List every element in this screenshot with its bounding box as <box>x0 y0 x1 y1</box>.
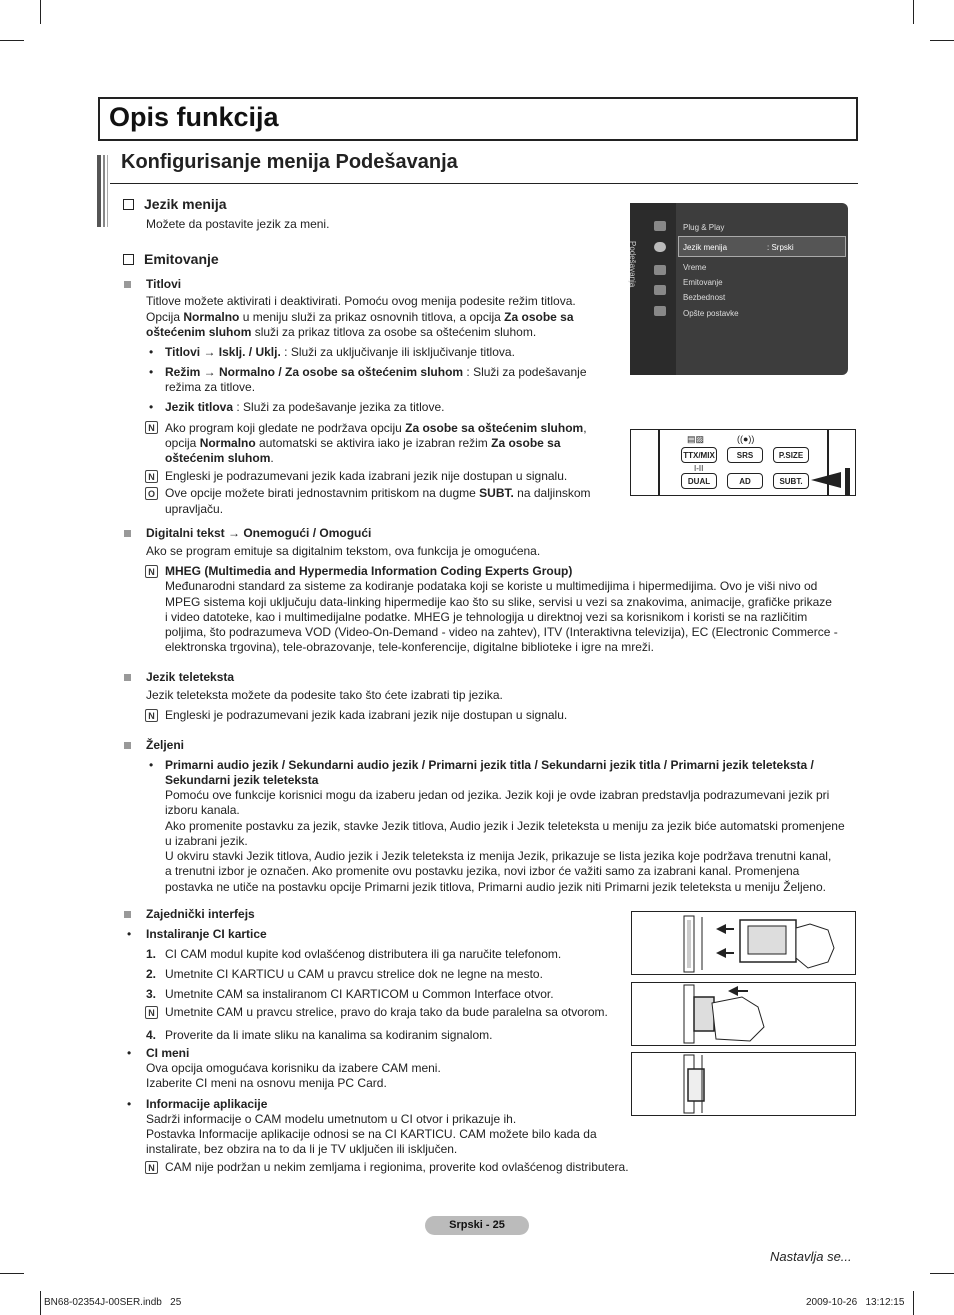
note-icon: N <box>145 421 158 434</box>
menu-item-emitovanje[interactable]: Emitovanje <box>683 278 723 287</box>
mheg-l5: elektronska trgovina), tele-obrazovanje, tele-konferencije, digitalne biblioteke i igre na mreži. <box>165 640 654 654</box>
section-bar <box>107 155 108 227</box>
info-l1: Sadrži informacije o CAM modelu umetnutom u CI otvor i prikazuje ih. <box>146 1112 517 1126</box>
crop-mark <box>930 1273 954 1274</box>
dual-button[interactable]: DUAL <box>681 473 717 489</box>
section-title: Konfigurisanje menija Podešavanja <box>121 151 458 173</box>
menu-sidebar <box>630 203 676 375</box>
teletekst-note: Engleski je podrazumevani jezik kada izabrani jezik nije dostupan u signalu. <box>165 708 568 722</box>
zeljeni-b1: Primarni audio jezik / Sekundarni audio jezik / Primarni jezik titla / Sekundarni jezik titla / Primarni jezik teleteksta / <box>165 758 814 772</box>
bullet-square <box>124 911 131 918</box>
menu-vertical-label: Podešavanja <box>628 241 637 288</box>
digital-label: Digitalni tekst → Onemogući / Omogući <box>146 526 372 540</box>
bullet-dot: • <box>127 1097 132 1111</box>
mheg-l2: MPEG sistema koji uključuju data-linking hipermedije kao što su slike, servisi u vezi sa znakovima, animacije, grafičke prikaze <box>165 595 832 609</box>
menu-item-plug-play[interactable]: Plug & Play <box>683 223 725 232</box>
menu-item-jezik[interactable]: Jezik menija <box>683 243 728 252</box>
jezik-text: Možete da postavite jezik za meni. <box>146 217 330 231</box>
crop-mark <box>0 1273 24 1274</box>
teletekst-p1: Jezik teleteksta možete da podesite tako što ćete izabrati tip jezika. <box>146 688 503 702</box>
help-icon <box>654 306 666 316</box>
titlovi-note1-l2: opcija Normalno automatski se aktivira iako je izabran režim Za osobe sa <box>165 436 561 450</box>
remote-edge <box>658 430 660 495</box>
bullet-square <box>124 674 131 681</box>
section-divider <box>110 183 858 184</box>
picture-icon <box>654 221 666 231</box>
cam-installed-icon <box>632 1053 855 1115</box>
bullet-dot: • <box>149 365 154 379</box>
section-bar <box>103 155 105 227</box>
srs-button[interactable]: SRS <box>727 447 763 463</box>
titlovi-p2: Opcija Normalno u meniju služi za prikaz osnovnih titlova, a opcija Za osobe sa <box>146 310 574 324</box>
ad-button[interactable]: AD <box>727 473 763 489</box>
titlovi-b2: Režim → Normalno / Za osobe sa oštećenim sluhom : Služi za podešavanje <box>165 365 587 379</box>
zeljeni-l5: U okviru stavki Jezik titlova, Audio jezik i Jezik teleteksta iz menija Jezik, prikazuje se lista jezika koje podržava trenutni kanal, <box>165 849 832 863</box>
ci-meni-head: CI meni <box>146 1046 190 1060</box>
zeljeni-b2: Sekundarni jezik teleteksta <box>165 773 319 787</box>
info-l3: instalirate, bez obzira na to da li je TV uključen ili isključen. <box>146 1142 458 1156</box>
ttx-mix-button[interactable]: TTX/MIX <box>681 447 717 463</box>
mheg-head: MHEG (Multimedia and Hypermedia Information Coding Experts Group) <box>165 564 573 578</box>
menu-item-vreme[interactable]: Vreme <box>683 263 707 272</box>
titlovi-p3: oštećenim sluhom služi za prikaz titlova za osobe sa oštećenim sluhom. <box>146 325 537 339</box>
titlovi-note2: Engleski je podrazumevani jezik kada izabrani jezik nije dostupan u signalu. <box>165 469 568 483</box>
menu-item-opste[interactable]: Opšte postavke <box>683 309 739 318</box>
titlovi-note3-l2: upravljaču. <box>165 502 224 516</box>
zajednicki-label: Zajednički interfejs <box>146 907 255 921</box>
crop-mark <box>930 40 954 41</box>
titlovi-note1: Ako program koji gledate ne podržava opciju Za osobe sa oštećenim sluhom, <box>165 421 587 435</box>
ci-meni-l1: Ova opcija omogućava korisniku da izabere CAM meni. <box>146 1061 441 1075</box>
step-1: CI CAM modul kupite kod ovlašćenog distributera ili ga naručite telefonom. <box>165 947 562 961</box>
page-title-box <box>98 97 858 141</box>
step-number: 1. <box>146 947 157 961</box>
step-4: Proverite da li imate sliku na kanalima sa kodiranim signalom. <box>165 1028 493 1042</box>
crop-mark <box>0 40 24 41</box>
mheg-l4: poljima, što podrazumeva VOD (Video-On-Demand - video na zahtev), ITV (Interaktivna televizija), EC (Electronic Commerce - <box>165 625 838 639</box>
note-icon: N <box>145 1161 158 1174</box>
pointer-arrow-icon <box>811 468 855 496</box>
input-icon <box>654 285 666 295</box>
zeljeni-l1: Pomoću ove funkcije korisnici mogu da izaberu jedan od jezika. Jezik koji je ovde izabran predstavlja podrazumevani jezik pri <box>165 788 830 802</box>
step-number: 2. <box>146 967 157 981</box>
step-3: Umetnite CAM sa instaliranom CI KARTICOM u Common Interface otvor. <box>165 987 554 1001</box>
ci-meni-l2: Izaberite CI meni na osnovu menija PC Card. <box>146 1076 387 1090</box>
zeljeni-l2: izboru kanala. <box>165 803 240 817</box>
menu-screen <box>630 203 848 375</box>
note-icon: N <box>145 1006 158 1019</box>
step-number: 4. <box>146 1028 157 1042</box>
titlovi-b3: Jezik titlova : Služi za podešavanje jezika za titlove. <box>165 400 445 414</box>
info-l2: Postavka Informacije aplikacije odnosi se na CI KARTICU. CAM možete bilo kada da <box>146 1127 597 1141</box>
ci-card-insert-icon <box>632 912 855 974</box>
note-icon: N <box>145 470 158 483</box>
section-bar <box>97 155 101 227</box>
ci-card-illustration <box>631 911 856 975</box>
titlovi-b2-cont: režima za titlove. <box>165 380 256 394</box>
gear-icon <box>654 242 666 252</box>
channel-icon <box>654 265 666 275</box>
mheg-l3: i video datoteke, kao i multimedijalne podatke. MHEG je tehnologija u direktnoj vezi sa korisnikom i koristi se na različitim <box>165 610 808 624</box>
teletekst-label: Jezik teleteksta <box>146 670 235 684</box>
info-note: CAM nije podržan u nekim zemljama i regionima, proverite kod ovlašćenog distributera. <box>165 1160 629 1174</box>
zeljeni-l7: postavka ne utiče na postavku opcije Primarni jezik titlova, Primarni audio jezik niti Primarni jezik teleteksta u meniju Željeno. <box>165 880 826 894</box>
step-note: Umetnite CAM u pravcu strelice, pravo do kraja tako da bude paralelna sa otvorom. <box>165 1005 608 1019</box>
note-icon: N <box>145 565 158 578</box>
crop-mark <box>40 1291 41 1315</box>
mheg-l1: Međunarodni standard za sisteme za kodiranje podataka koji se koriste u multimedijima i hipermedijima. Ovo je viši nivo od <box>165 579 818 593</box>
dual-label: I-II <box>694 464 704 473</box>
crop-mark <box>913 0 914 24</box>
bullet-dot: • <box>149 758 154 772</box>
crop-mark <box>40 0 41 24</box>
bullet-dot: • <box>149 345 154 359</box>
subt-button[interactable]: SUBT. <box>773 473 809 489</box>
cam-slot-insert-icon <box>632 983 855 1045</box>
ttx-icon: ▤▨ <box>687 434 705 444</box>
page-number-pill: Srpski - 25 <box>425 1216 529 1235</box>
titlovi-label: Titlovi <box>146 277 182 291</box>
note-icon: N <box>145 709 158 722</box>
titlovi-b1: Titlovi → Isklj. / Uklj. : Služi za uključivanje ili isključivanje titlova. <box>165 345 515 359</box>
continue-text: Nastavlja se... <box>770 1249 852 1264</box>
bullet-dot: • <box>127 927 132 941</box>
bullet-square <box>124 530 131 537</box>
digital-p1: Ako se program emituje sa digitalnim tekstom, ova funkcija je omogućena. <box>146 544 541 558</box>
footer-date: 2009-10-26 13:12:15 <box>806 1297 905 1308</box>
titlovi-note1-l3: oštećenim sluhom. <box>165 451 274 465</box>
heading-jezik-menija: Jezik menija <box>123 196 227 212</box>
remote-note-icon: O <box>145 487 158 500</box>
bullet-square <box>124 742 131 749</box>
bullet-square <box>124 281 131 288</box>
ci-head: Instaliranje CI kartice <box>146 927 267 941</box>
cam-installed-illustration <box>631 1052 856 1116</box>
info-head: Informacije aplikacije <box>146 1097 268 1111</box>
zeljeni-l4: u izabrani jezik. <box>165 834 248 848</box>
titlovi-p1: Titlove možete aktivirati i deaktivirati. Pomoću ovog menija podesite režim titlova. <box>146 294 576 308</box>
heading-emitovanje: Emitovanje <box>123 251 219 267</box>
footer-file: BN68-02354J-00SER.indb 25 <box>44 1297 182 1308</box>
crop-mark <box>913 1291 914 1315</box>
zeljeni-l3: Ako promenite postavku za jezik, stavke Jezik titlova, Audio jezik i Jezik teleteksta u meniju za jezik biće automatski promenjene <box>165 819 845 833</box>
zeljeni-label: Željeni <box>146 738 185 752</box>
step-2: Umetnite CI KARTICU u CAM u pravcu strelice dok ne legne na mesto. <box>165 967 543 981</box>
step-number: 3. <box>146 987 157 1001</box>
page-title: Opis funkcija <box>109 102 279 132</box>
zeljeni-l6: a trenutni izbor je označen. Ako promenite ovu postavku jezika, novi izbor će važiti samo za izabrani kanal. Promenjena <box>165 864 800 878</box>
bullet-dot: • <box>127 1046 132 1060</box>
titlovi-note3: Ove opcije možete birati jednostavnim pritiskom na dugme SUBT. na daljinskom <box>165 486 591 500</box>
menu-item-bezbednost[interactable]: Bezbednost <box>683 293 726 302</box>
remote-panel <box>630 429 856 496</box>
srs-icon: ((●)) <box>737 434 755 444</box>
menu-item-value: : Srpski <box>767 243 794 252</box>
p-size-button[interactable]: P.SIZE <box>773 447 809 463</box>
bullet-dot: • <box>149 400 154 414</box>
cam-slot-illustration <box>631 982 856 1046</box>
